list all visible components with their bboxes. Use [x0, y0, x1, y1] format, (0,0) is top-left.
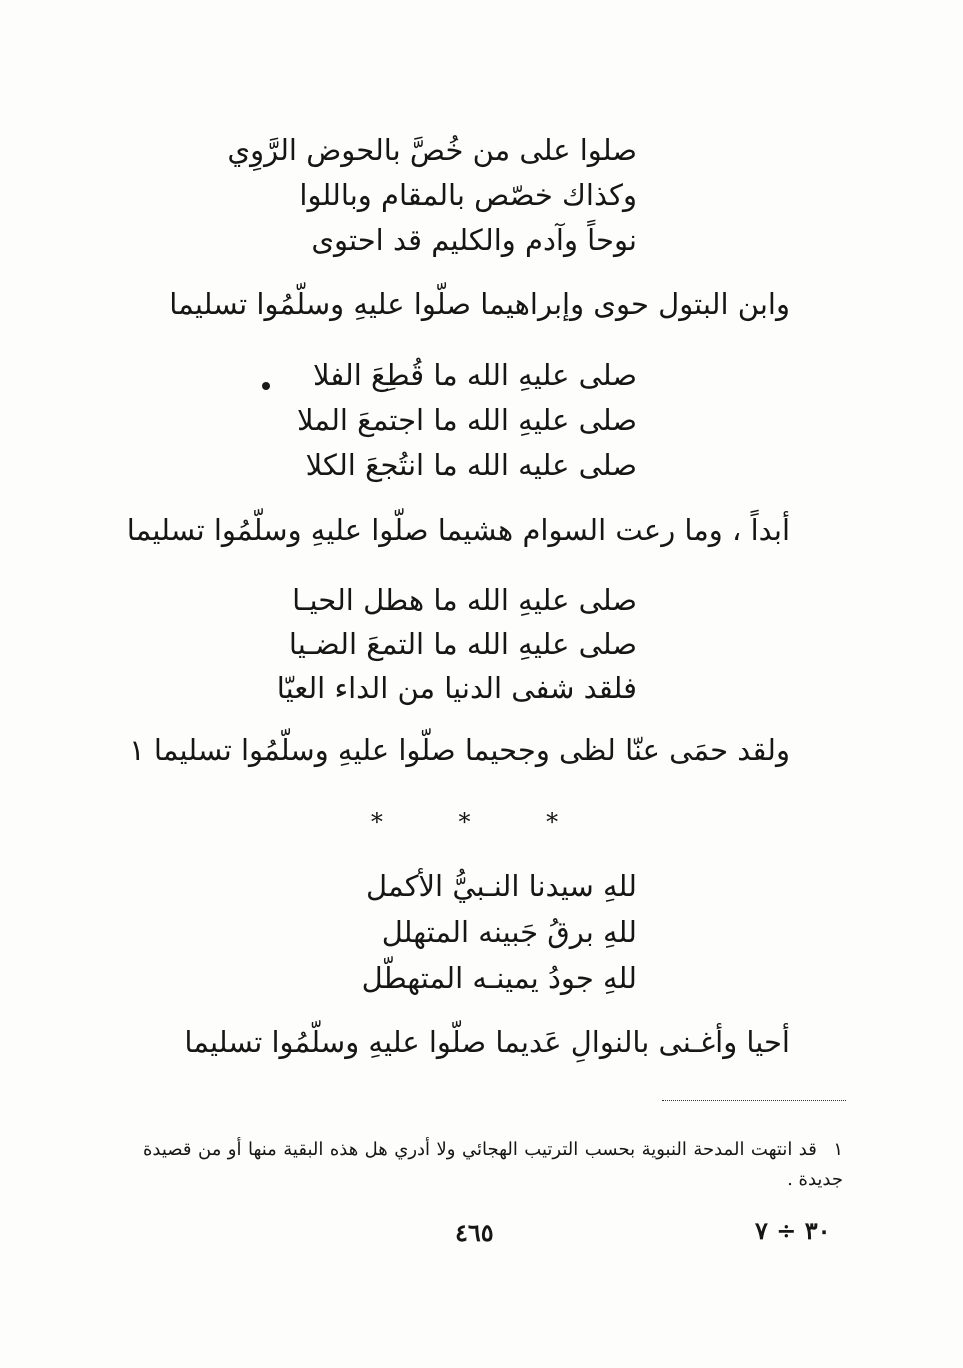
verse-line: صلوا على من خُصَّ بالحوض الرَّوِي	[227, 133, 637, 167]
verse-line: صلى عليه الله ما انتُجعَ الكلا	[305, 448, 637, 482]
page-number: ٤٦٥	[455, 1218, 494, 1247]
footnote-text: قد انتهت المدحة النبوية بحسب الترتيب الهجائي ولا أدري هل هذه البقية منها أو من قصيدة جديدة .	[143, 1139, 843, 1190]
refrain-line: وابن البتول حوى وإبراهيما صلّوا عليهِ وسلّمُوا تسليما	[169, 287, 790, 321]
verse-line: للهِ جودُ يمينـه المتهطّل	[361, 961, 637, 995]
ink-dot	[262, 382, 270, 390]
footnote-divider	[662, 1100, 846, 1101]
section-separator: * * *	[370, 808, 593, 836]
refrain-line: أحيا وأغـنى بالنوالِ عَديما صلّوا عليهِ وسلّمُوا تسليما	[184, 1025, 790, 1059]
verse-line: وكذاك خصّص بالمقام وباللوا	[299, 178, 637, 212]
verse-line: صلى عليهِ الله ما هطل الحيـا	[292, 583, 637, 617]
signature-mark: ٣٠ ÷ ٧	[755, 1216, 831, 1245]
verse-line: نوحاً وآدم والكليم قد احتوى	[311, 223, 637, 257]
verse-line: فلقد شفى الدنيا من الداء العيّا	[276, 671, 637, 705]
footnote-number: ١	[833, 1139, 843, 1160]
verse-line: صلى عليهِ الله ما قُطِعَ الفلا	[312, 358, 637, 392]
verse-line: صلى عليهِ الله ما اجتمعَ الملا	[297, 403, 637, 437]
verse-line: للهِ سيدنا النـبيُّ الأكمل	[365, 869, 637, 903]
refrain-line: أبداً ، وما رعت السوام هشيما صلّوا عليهِ وسلّمُوا تسليما	[126, 513, 790, 547]
refrain-line: ولقد حمَى عنّا لظى وجحيما صلّوا عليهِ وسلّمُوا تسليما ١	[129, 733, 790, 767]
verse-line: للهِ برقُ جَبينه المتهلل	[381, 915, 637, 949]
footnote	[143, 1135, 843, 1195]
verse-line: صلى عليهِ الله ما التمعَ الضـيا	[288, 627, 637, 661]
